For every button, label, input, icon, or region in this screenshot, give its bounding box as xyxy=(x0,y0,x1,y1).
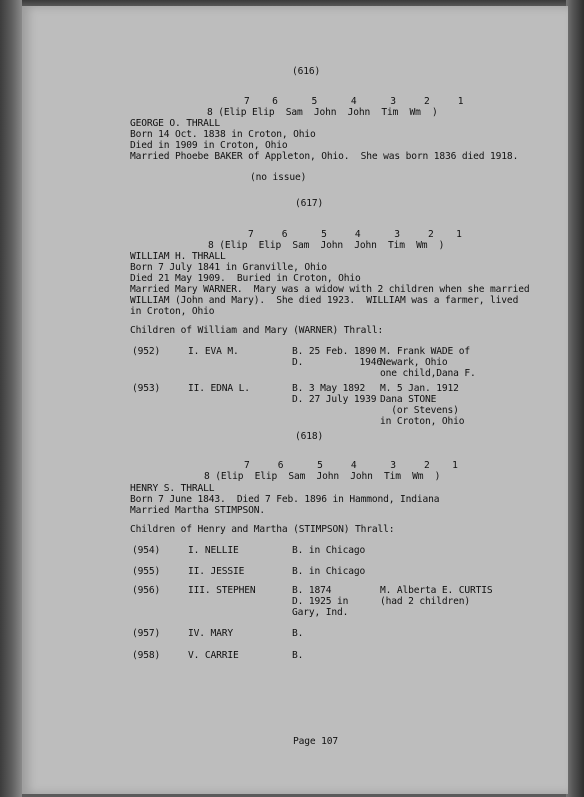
residence-line: in Croton, Ohio xyxy=(130,306,215,317)
scan-edge-left xyxy=(0,0,22,797)
document-page xyxy=(22,6,568,794)
page-number: Page 107 xyxy=(293,736,339,747)
child-note: (had 2 children) xyxy=(380,596,471,607)
child-date: B. 3 May 1892 xyxy=(292,383,366,394)
child-name: II. JESSIE xyxy=(188,566,245,577)
child-note: in Croton, Ohio xyxy=(380,416,465,427)
generation-numbers: 7 6 5 4 3 2 1 xyxy=(244,460,458,471)
child-id: (952) xyxy=(132,346,161,357)
person-name: GEORGE O. THRALL xyxy=(130,118,221,129)
child-note: M. Alberta E. CURTIS xyxy=(380,585,493,596)
issue-note: (no issue) xyxy=(250,172,307,183)
birth-line: Born 14 Oct. 1838 in Croton, Ohio xyxy=(130,129,316,140)
child-note: one child,Dana F. xyxy=(380,368,476,379)
child-id: (956) xyxy=(132,585,161,596)
lineage-names: 8 (Elip Elip Sam John John Tim Wm ) xyxy=(208,240,445,251)
entry-number-616: (616) xyxy=(292,66,321,77)
children-heading: Children of Henry and Martha (STIMPSON) Thrall: xyxy=(130,524,395,535)
child-date: B. 1874 xyxy=(292,585,332,596)
child-date: D. 1925 in xyxy=(292,596,349,607)
child-note: M. 5 Jan. 1912 xyxy=(380,383,459,394)
entry-number-617: (617) xyxy=(295,198,324,209)
child-name: II. EDNA L. xyxy=(188,383,250,394)
child-name: III. STEPHEN xyxy=(188,585,256,596)
child-note: (or Stevens) xyxy=(380,405,459,416)
marriage-line: Married Martha STIMPSON. xyxy=(130,505,266,516)
generation-numbers: 7 6 5 4 3 2 1 xyxy=(244,96,464,107)
child-date: Gary, Ind. xyxy=(292,607,349,618)
child-name: I. EVA M. xyxy=(188,346,239,357)
children-heading: Children of William and Mary (WARNER) Thrall: xyxy=(130,325,384,336)
death-line: Died in 1909 in Croton, Ohio xyxy=(130,140,288,151)
person-name: WILLIAM H. THRALL xyxy=(130,251,226,262)
child-date: B. in Chicago xyxy=(292,566,366,577)
child-id: (955) xyxy=(132,566,161,577)
person-name: HENRY S. THRALL xyxy=(130,483,215,494)
scan-edge-right xyxy=(566,0,584,797)
child-name: IV. MARY xyxy=(188,628,234,639)
child-note: Dana STONE xyxy=(380,394,437,405)
child-date: B. in Chicago xyxy=(292,545,366,556)
marriage-line: WILLIAM (John and Mary). She died 1923. WILLIAM was a farmer, lived xyxy=(130,295,519,306)
child-name: I. NELLIE xyxy=(188,545,239,556)
entry-number-618: (618) xyxy=(295,431,324,442)
child-id: (957) xyxy=(132,628,161,639)
lineage-names: 8 (Elip Elip Sam John John Tim Wm ) xyxy=(207,107,438,118)
child-name: V. CARRIE xyxy=(188,650,239,661)
generation-numbers: 7 6 5 4 3 2 1 xyxy=(248,229,462,240)
child-date: B. 25 Feb. 1890 xyxy=(292,346,377,357)
child-date: D. 1946 xyxy=(292,357,383,368)
child-date: B. xyxy=(292,628,304,639)
child-id: (958) xyxy=(132,650,161,661)
child-note: M. Frank WADE of xyxy=(380,346,471,357)
death-line: Died 21 May 1909. Buried in Croton, Ohio xyxy=(130,273,361,284)
child-date: B. xyxy=(292,650,304,661)
marriage-line: Married Mary WARNER. Mary was a widow with 2 children when she married xyxy=(130,284,530,295)
marriage-line: Married Phoebe BAKER of Appleton, Ohio. She was born 1836 died 1918. xyxy=(130,151,519,162)
birth-line: Born 7 July 1841 in Granville, Ohio xyxy=(130,262,327,273)
child-date: D. 27 July 1939 xyxy=(292,394,377,405)
child-note: Newark, Ohio xyxy=(380,357,448,368)
child-id: (954) xyxy=(132,545,161,556)
birth-death-line: Born 7 June 1843. Died 7 Feb. 1896 in Hammond, Indiana xyxy=(130,494,440,505)
lineage-names: 8 (Elip Elip Sam John John Tim Wm ) xyxy=(204,471,441,482)
child-id: (953) xyxy=(132,383,161,394)
